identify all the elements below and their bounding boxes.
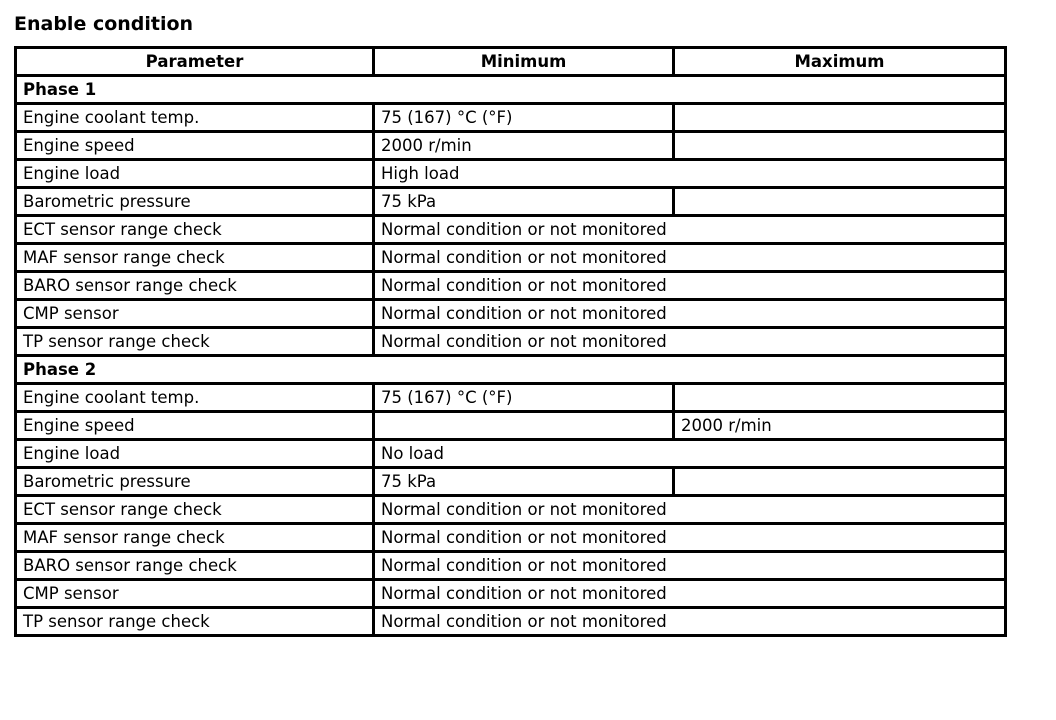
condition-cell: Normal condition or not monitored xyxy=(374,272,1006,300)
parameter-cell: Engine load xyxy=(16,440,374,468)
maximum-cell xyxy=(674,132,1006,160)
table-row xyxy=(16,580,1006,608)
maximum-cell xyxy=(674,468,1006,496)
table-row xyxy=(16,188,1006,216)
minimum-cell: 75 (167) °C (°F) xyxy=(374,384,674,412)
table-row xyxy=(16,328,1006,356)
parameter-cell: Engine speed xyxy=(16,412,374,440)
condition-cell: No load xyxy=(374,440,1006,468)
page-title: Enable condition xyxy=(14,13,194,35)
parameter-cell: Barometric pressure xyxy=(16,188,374,216)
minimum-cell: 2000 r/min xyxy=(374,132,674,160)
parameter-cell: BARO sensor range check xyxy=(16,552,374,580)
parameter-cell: CMP sensor xyxy=(16,580,374,608)
condition-cell: Normal condition or not monitored xyxy=(374,580,1006,608)
header-parameter: Parameter xyxy=(16,48,374,76)
parameter-cell: Barometric pressure xyxy=(16,468,374,496)
condition-cell: Normal condition or not monitored xyxy=(374,552,1006,580)
table-row xyxy=(16,412,1006,440)
phase-row xyxy=(16,76,1006,104)
condition-cell: Normal condition or not monitored xyxy=(374,524,1006,552)
table-row xyxy=(16,440,1006,468)
minimum-cell xyxy=(374,412,674,440)
table-row xyxy=(16,216,1006,244)
table-row xyxy=(16,272,1006,300)
phase-label: Phase 2 xyxy=(16,356,1006,384)
enable-condition-table xyxy=(14,46,1007,637)
parameter-cell: CMP sensor xyxy=(16,300,374,328)
header-maximum: Maximum xyxy=(674,48,1006,76)
parameter-cell: Engine load xyxy=(16,160,374,188)
table-row xyxy=(16,468,1006,496)
condition-cell: Normal condition or not monitored xyxy=(374,496,1006,524)
maximum-cell xyxy=(674,384,1006,412)
minimum-cell: 75 kPa xyxy=(374,468,674,496)
table-row xyxy=(16,608,1006,636)
parameter-cell: ECT sensor range check xyxy=(16,216,374,244)
phase-label: Phase 1 xyxy=(16,76,1006,104)
phase-row xyxy=(16,356,1006,384)
maximum-cell: 2000 r/min xyxy=(674,412,1006,440)
condition-cell: Normal condition or not monitored xyxy=(374,216,1006,244)
parameter-cell: Engine coolant temp. xyxy=(16,384,374,412)
parameter-cell: Engine coolant temp. xyxy=(16,104,374,132)
maximum-cell xyxy=(674,104,1006,132)
minimum-cell: 75 (167) °C (°F) xyxy=(374,104,674,132)
condition-cell: Normal condition or not monitored xyxy=(374,244,1006,272)
condition-cell: Normal condition or not monitored xyxy=(374,300,1006,328)
parameter-cell: MAF sensor range check xyxy=(16,244,374,272)
table-row xyxy=(16,104,1006,132)
header-row xyxy=(16,48,1006,76)
table-row xyxy=(16,552,1006,580)
parameter-cell: Engine speed xyxy=(16,132,374,160)
table-row xyxy=(16,160,1006,188)
minimum-cell: 75 kPa xyxy=(374,188,674,216)
table-body xyxy=(16,76,1006,636)
parameter-cell: TP sensor range check xyxy=(16,608,374,636)
condition-cell: High load xyxy=(374,160,1006,188)
parameter-cell: TP sensor range check xyxy=(16,328,374,356)
parameter-cell: MAF sensor range check xyxy=(16,524,374,552)
table-row xyxy=(16,524,1006,552)
table-row xyxy=(16,300,1006,328)
parameter-cell: ECT sensor range check xyxy=(16,496,374,524)
maximum-cell xyxy=(674,188,1006,216)
header-minimum: Minimum xyxy=(374,48,674,76)
condition-cell: Normal condition or not monitored xyxy=(374,328,1006,356)
table-row xyxy=(16,496,1006,524)
condition-cell: Normal condition or not monitored xyxy=(374,608,1006,636)
table-row xyxy=(16,132,1006,160)
parameter-cell: BARO sensor range check xyxy=(16,272,374,300)
table-row xyxy=(16,244,1006,272)
table-row xyxy=(16,384,1006,412)
